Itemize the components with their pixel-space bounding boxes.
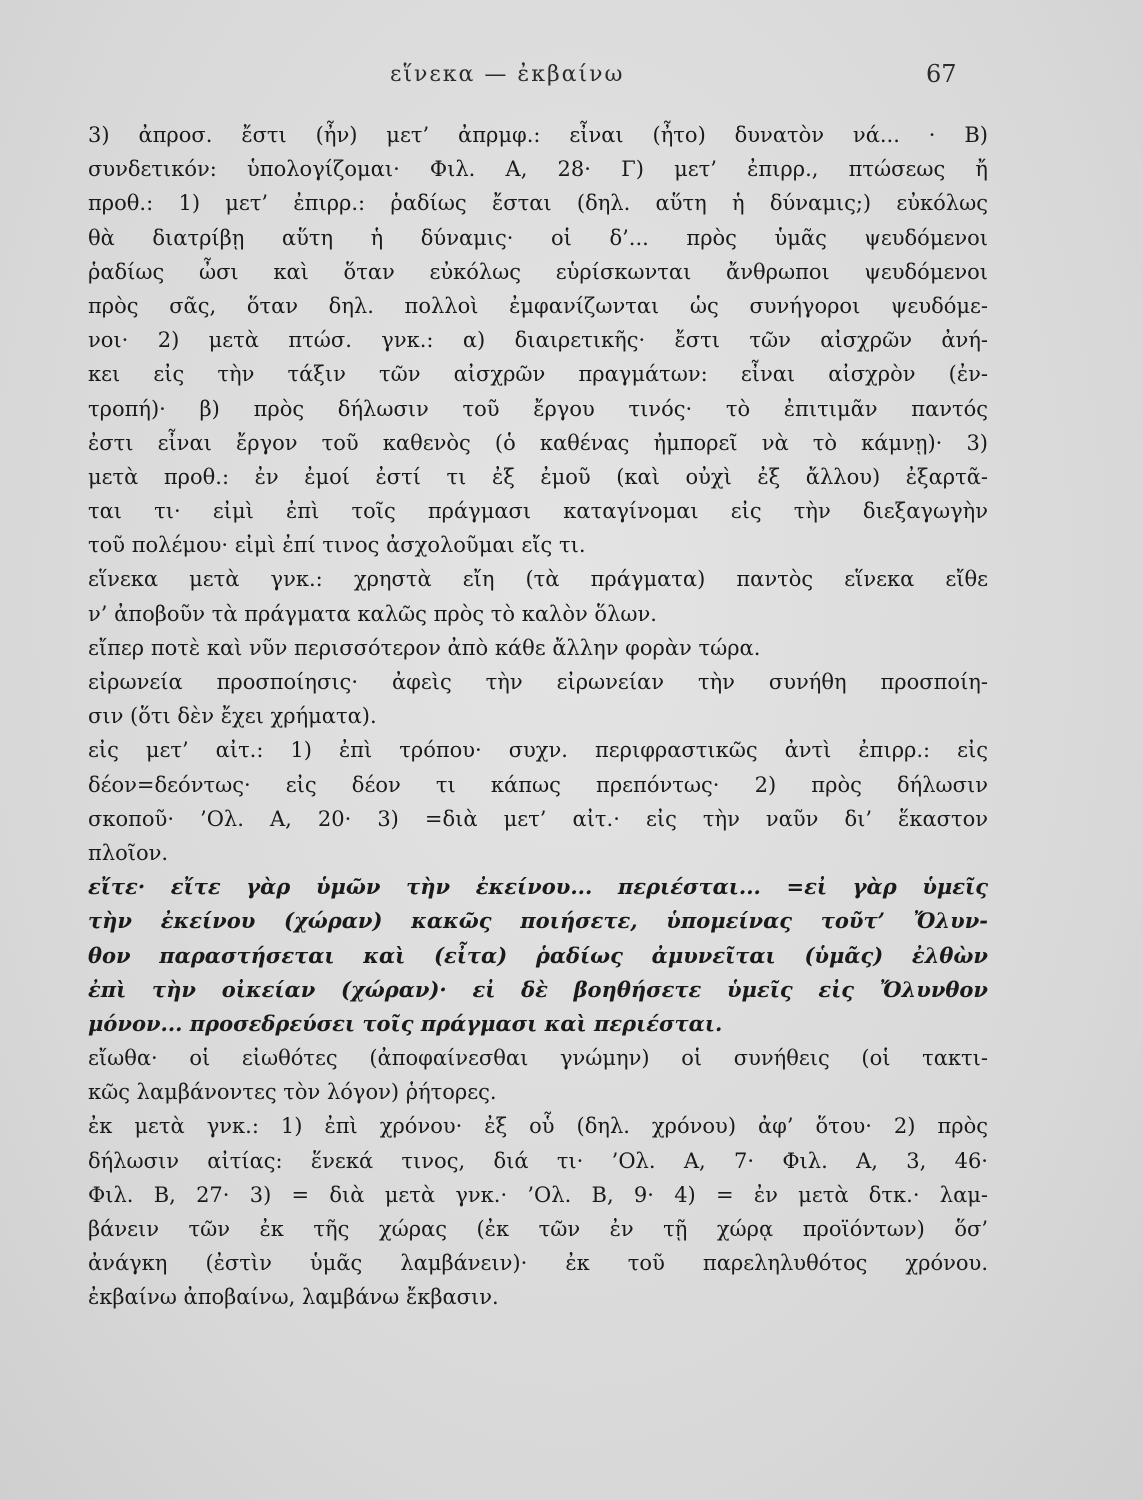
text-line: θον παραστήσεται καὶ (εἶτα) ῥαδίως ἀμυνεῖται (ὑμᾶς) ἐλθὼν bbox=[88, 942, 988, 968]
text-line: θὰ διατρίβῃ αὕτη ἡ δύναμις· οἱ δ’... πρὸς ὑμᾶς ψευδόμενοι bbox=[88, 225, 988, 250]
entry-heading-line: εἰρωνεία προσποίησις· ἀφεὶς τὴν εἰρωνείαν τὴν συνήθη προσποίη- bbox=[88, 670, 988, 694]
text-line: συνδετικόν: ὑπολογίζομαι· Φιλ. Α, 28· Γ) μετ’ ἐπιρρ., πτώσεως ἤ bbox=[88, 157, 988, 182]
text-line: ν’ ἀποβοῦν τὰ πράγματα καλῶς πρὸς τὸ καλὸν ὅλων. bbox=[88, 601, 657, 626]
text-line: προθ.: 1) μετ’ ἐπιρρ.: ῥαδίως ἔσται (δηλ. αὕτη ἡ δύναμις;) εὐκόλως bbox=[88, 191, 988, 216]
text-line: ῥαδίως ὦσι καὶ ὅταν εὐκόλως εὑρίσκωνται ἄνθρωποι ψευδόμενοι bbox=[88, 259, 988, 284]
entry-heading-line: εἴωθα· οἱ εἰωθότες (ἀποφαίνεσθαι γνώμην) οἱ συνήθεις (οἱ τακτι- bbox=[88, 1046, 988, 1071]
entry-heading-line: εἴτε· εἴτε γὰρ ὑμῶν τὴν ἐκείνου... περιέσται... =εἰ γὰρ ὑμεῖς bbox=[88, 874, 988, 900]
entry-heading-line: εἰς μετ’ αἰτ.: 1) ἐπὶ τρόπου· συχν. περιφραστικῶς ἀντὶ ἐπιρρ.: εἰς bbox=[88, 738, 988, 763]
text-line: σιν (ὅτι δὲν ἔχει χρήματα). bbox=[88, 704, 377, 729]
entry-heading-line: εἴπερ ποτὲ καὶ νῦν περισσότερον ἀπὸ κάθε ἄλλην φορὰν τώρα. bbox=[88, 635, 761, 660]
text-line: νοι· 2) μετὰ πτώσ. γνκ.: α) διαιρετικῆς· ἔστι τῶν αἰσχρῶν ἀνή- bbox=[88, 328, 988, 353]
page-number: 67 bbox=[926, 60, 957, 88]
entry-heading-line: εἵνεκα μετὰ γνκ.: χρηστὰ εἴη (τὰ πράγματα) παντὸς εἵνεκα εἴθε bbox=[88, 567, 988, 592]
text-line: σκοποῦ· ’Ολ. Α, 20· 3) =διὰ μετ’ αἰτ.· εἰς τὴν ναῦν δι’ ἕκαστον bbox=[88, 806, 988, 831]
text-line: τὴν ἐκείνου (χώραν) κακῶς ποιήσετε, ὑπομείνας τοῦτ’ Ὄλυν- bbox=[88, 908, 988, 934]
text-line: τροπή)· β) πρὸς δήλωσιν τοῦ ἔργου τινός· τὸ ἐπιτιμᾶν παντός bbox=[88, 396, 988, 421]
dictionary-text bbox=[88, 118, 988, 1315]
text-line: ἀνάγκη (ἐστὶν ὑμᾶς λαμβάνειν)· ἐκ τοῦ παρεληλυθότος χρόνου. bbox=[88, 1251, 988, 1276]
text-line: ἐπὶ τὴν οἰκείαν (χώραν)· εἰ δὲ βοηθήσετε ὑμεῖς εἰς Ὄλυνθον bbox=[88, 976, 988, 1002]
text-line: μετὰ προθ.: ἐν ἐμοί ἐστί τι ἐξ ἐμοῦ (καὶ οὐχὶ ἐξ ἄλλου) ἐξαρτᾶ- bbox=[88, 464, 988, 489]
entry-heading-line: ἐκ μετὰ γνκ.: 1) ἐπὶ χρόνου· ἐξ οὗ (δηλ. χρόνου) ἀφ’ ὅτου· 2) πρὸς bbox=[88, 1114, 988, 1139]
text-line: ἐστι εἶναι ἔργον τοῦ καθενὸς (ὁ καθένας ἠμπορεῖ νὰ τὸ κάμνῃ)· 3) bbox=[88, 430, 988, 455]
text-line: δέον=δεόντως· εἰς δέον τι κάπως πρεπόντως· 2) πρὸς δήλωσιν bbox=[88, 772, 988, 797]
text-line: βάνειν τῶν ἐκ τῆς χώρας (ἐκ τῶν ἐν τῇ χώρᾳ προϊόντων) ὅσ’ bbox=[88, 1217, 988, 1241]
text-line: κει εἰς τὴν τάξιν τῶν αἰσχρῶν πραγμάτων: εἶναι αἰσχρὸν (ἐν- bbox=[88, 362, 988, 387]
text-line: Φιλ. Β, 27· 3) = διὰ μετὰ γνκ.· ’Ολ. Β, 9· 4) = ἐν μετὰ δτκ.· λαμ- bbox=[88, 1182, 988, 1207]
running-head: εἵνεκα — ἐκβαίνω bbox=[390, 62, 625, 87]
text-line: πλοῖον. bbox=[88, 840, 169, 865]
text-line: μόνον... προσεδρεύσει τοῖς πράγμασι καὶ περιέσται. bbox=[88, 1010, 723, 1036]
text-line: 3) ἀπροσ. ἔστι (ἦν) μετ’ ἀπρμφ.: εἶναι (ἦτο) δυνατὸν νά... · Β) bbox=[88, 123, 988, 147]
text-line: ται τι· εἰμὶ ἐπὶ τοῖς πράγμασι καταγίνομαι εἰς τὴν διεξαγωγὴν bbox=[88, 499, 988, 524]
text-line: κῶς λαμβάνοντες τὸν λόγον) ῥήτορες. bbox=[88, 1080, 497, 1105]
entry-heading-line: ἐκβαίνω ἀποβαίνω, λαμβάνω ἔκβασιν. bbox=[88, 1285, 499, 1310]
text-line: δήλωσιν αἰτίας: ἕνεκά τινος, διά τι· ’Ολ. Α, 7· Φιλ. Α, 3, 46· bbox=[88, 1148, 988, 1173]
text-line: τοῦ πολέμου· εἰμὶ ἐπί τινος ἀσχολοῦμαι εἴς τι. bbox=[88, 533, 586, 558]
text-line: πρὸς σᾶς, ὅταν δηλ. πολλοὶ ἐμφανίζωνται ὡς συνήγοροι ψευδόμε- bbox=[88, 293, 988, 318]
